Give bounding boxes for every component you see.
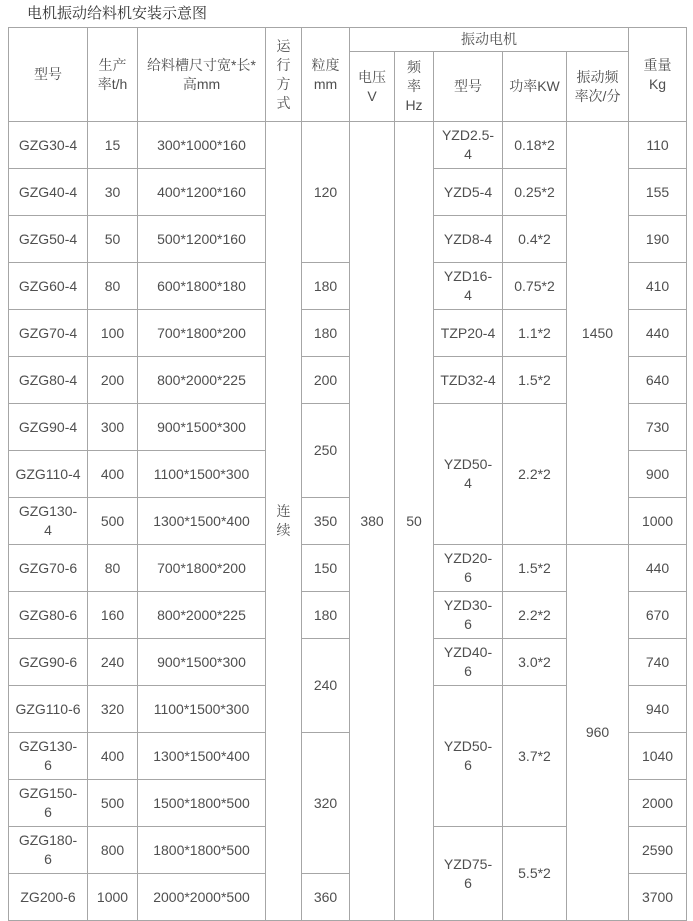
header-trough: 给料槽尺寸宽*长*高mm [138,28,266,122]
cell-weight: 670 [629,592,687,639]
cell-power: 1.5*2 [503,545,567,592]
header-motor-group: 振动电机 [350,28,629,52]
cell-model: GZG130-6 [9,733,88,780]
cell-weight: 740 [629,639,687,686]
cell-weight: 1040 [629,733,687,780]
cell-trough: 300*1000*160 [138,122,266,169]
cell-trough: 600*1800*180 [138,263,266,310]
cell-model: GZG80-4 [9,357,88,404]
cell-granularity: 320 [302,733,350,874]
cell-trough: 900*1500*300 [138,639,266,686]
cell-model: GZG90-6 [9,639,88,686]
cell-rate: 30 [88,169,138,216]
cell-motor-model: YZD5-4 [434,169,503,216]
cell-trough: 1800*1800*500 [138,827,266,874]
cell-rate: 500 [88,498,138,545]
cell-rate: 800 [88,827,138,874]
cell-rate: 1000 [88,874,138,921]
cell-trough: 1100*1500*300 [138,451,266,498]
cell-vibration-frequency: 960 [567,545,629,921]
cell-rate: 100 [88,310,138,357]
cell-model: GZG70-6 [9,545,88,592]
cell-weight: 155 [629,169,687,216]
cell-motor-model: YZD30-6 [434,592,503,639]
cell-motor-model: TZD32-4 [434,357,503,404]
cell-power: 2.2*2 [503,404,567,545]
cell-motor-model: TZP20-4 [434,310,503,357]
cell-motor-model: YZD40-6 [434,639,503,686]
cell-voltage: 380 [350,122,395,921]
cell-model: GZG90-4 [9,404,88,451]
header-motor-model: 型号 [434,52,503,122]
cell-motor-model: YZD16-4 [434,263,503,310]
cell-weight: 2590 [629,827,687,874]
cell-trough: 500*1200*160 [138,216,266,263]
cell-power: 2.2*2 [503,592,567,639]
page-title: 电机振动给料机安装示意图 [27,5,208,22]
cell-trough: 800*2000*225 [138,357,266,404]
cell-mode-continuous: 连续 [266,122,302,921]
cell-granularity: 360 [302,874,350,921]
cell-model: GZG180-6 [9,827,88,874]
cell-rate: 500 [88,780,138,827]
cell-weight: 2000 [629,780,687,827]
header-row-group [9,28,687,52]
cell-rate: 80 [88,545,138,592]
cell-weight: 940 [629,686,687,733]
cell-model: GZG70-4 [9,310,88,357]
cell-frequency: 50 [395,122,434,921]
cell-model: GZG30-4 [9,122,88,169]
cell-weight: 730 [629,404,687,451]
cell-granularity: 180 [302,263,350,310]
cell-weight: 640 [629,357,687,404]
cell-power: 3.7*2 [503,686,567,827]
cell-weight: 110 [629,122,687,169]
cell-weight: 440 [629,545,687,592]
cell-power: 0.18*2 [503,122,567,169]
cell-trough: 1500*1800*500 [138,780,266,827]
cell-weight: 410 [629,263,687,310]
cell-trough: 700*1800*200 [138,310,266,357]
cell-power: 0.25*2 [503,169,567,216]
cell-motor-model: YZD8-4 [434,216,503,263]
cell-rate: 320 [88,686,138,733]
cell-model: GZG80-6 [9,592,88,639]
header-model: 型号 [9,28,88,122]
cell-granularity: 180 [302,310,350,357]
header-voltage: 电压V [350,52,395,122]
cell-motor-model: YZD75-6 [434,827,503,921]
cell-vibration-frequency: 1450 [567,122,629,545]
cell-motor-model: YZD2.5-4 [434,122,503,169]
header-weight: 重量Kg [629,28,687,122]
feeder-spec-table [8,27,687,921]
cell-rate: 200 [88,357,138,404]
cell-power: 0.75*2 [503,263,567,310]
cell-model: GZG60-4 [9,263,88,310]
cell-model: GZG150-6 [9,780,88,827]
cell-trough: 1300*1500*400 [138,733,266,780]
cell-trough: 400*1200*160 [138,169,266,216]
cell-weight: 3700 [629,874,687,921]
cell-rate: 160 [88,592,138,639]
cell-weight: 440 [629,310,687,357]
cell-motor-model: YZD20-6 [434,545,503,592]
table-row [9,545,687,592]
cell-model: GZG40-4 [9,169,88,216]
cell-trough: 800*2000*225 [138,592,266,639]
cell-weight: 1000 [629,498,687,545]
cell-power: 0.4*2 [503,216,567,263]
table-row [9,122,687,169]
cell-granularity: 240 [302,639,350,733]
cell-granularity: 180 [302,592,350,639]
cell-power: 5.5*2 [503,827,567,921]
cell-rate: 400 [88,733,138,780]
cell-rate: 400 [88,451,138,498]
header-mode: 运行方式 [266,28,302,122]
cell-motor-model: YZD50-6 [434,686,503,827]
cell-model: ZG200-6 [9,874,88,921]
header-power: 功率KW [503,52,567,122]
cell-power: 1.1*2 [503,310,567,357]
cell-trough: 1300*1500*400 [138,498,266,545]
cell-model: GZG130-4 [9,498,88,545]
cell-trough: 2000*2000*500 [138,874,266,921]
cell-granularity: 350 [302,498,350,545]
cell-motor-model: YZD50-4 [434,404,503,545]
cell-power: 1.5*2 [503,357,567,404]
cell-rate: 300 [88,404,138,451]
header-vibration-frequency: 振动频率次/分 [567,52,629,122]
cell-power: 3.0*2 [503,639,567,686]
cell-rate: 50 [88,216,138,263]
cell-granularity: 120 [302,122,350,263]
cell-weight: 900 [629,451,687,498]
cell-rate: 240 [88,639,138,686]
cell-granularity: 250 [302,404,350,498]
cell-rate: 80 [88,263,138,310]
header-rate: 生产率t/h [88,28,138,122]
cell-granularity: 150 [302,545,350,592]
cell-model: GZG110-6 [9,686,88,733]
cell-granularity: 200 [302,357,350,404]
header-frequency: 频率Hz [395,52,434,122]
cell-model: GZG110-4 [9,451,88,498]
header-granularity: 粒度mm [302,28,350,122]
cell-trough: 1100*1500*300 [138,686,266,733]
cell-trough: 700*1800*200 [138,545,266,592]
cell-trough: 900*1500*300 [138,404,266,451]
cell-rate: 15 [88,122,138,169]
cell-weight: 190 [629,216,687,263]
cell-model: GZG50-4 [9,216,88,263]
